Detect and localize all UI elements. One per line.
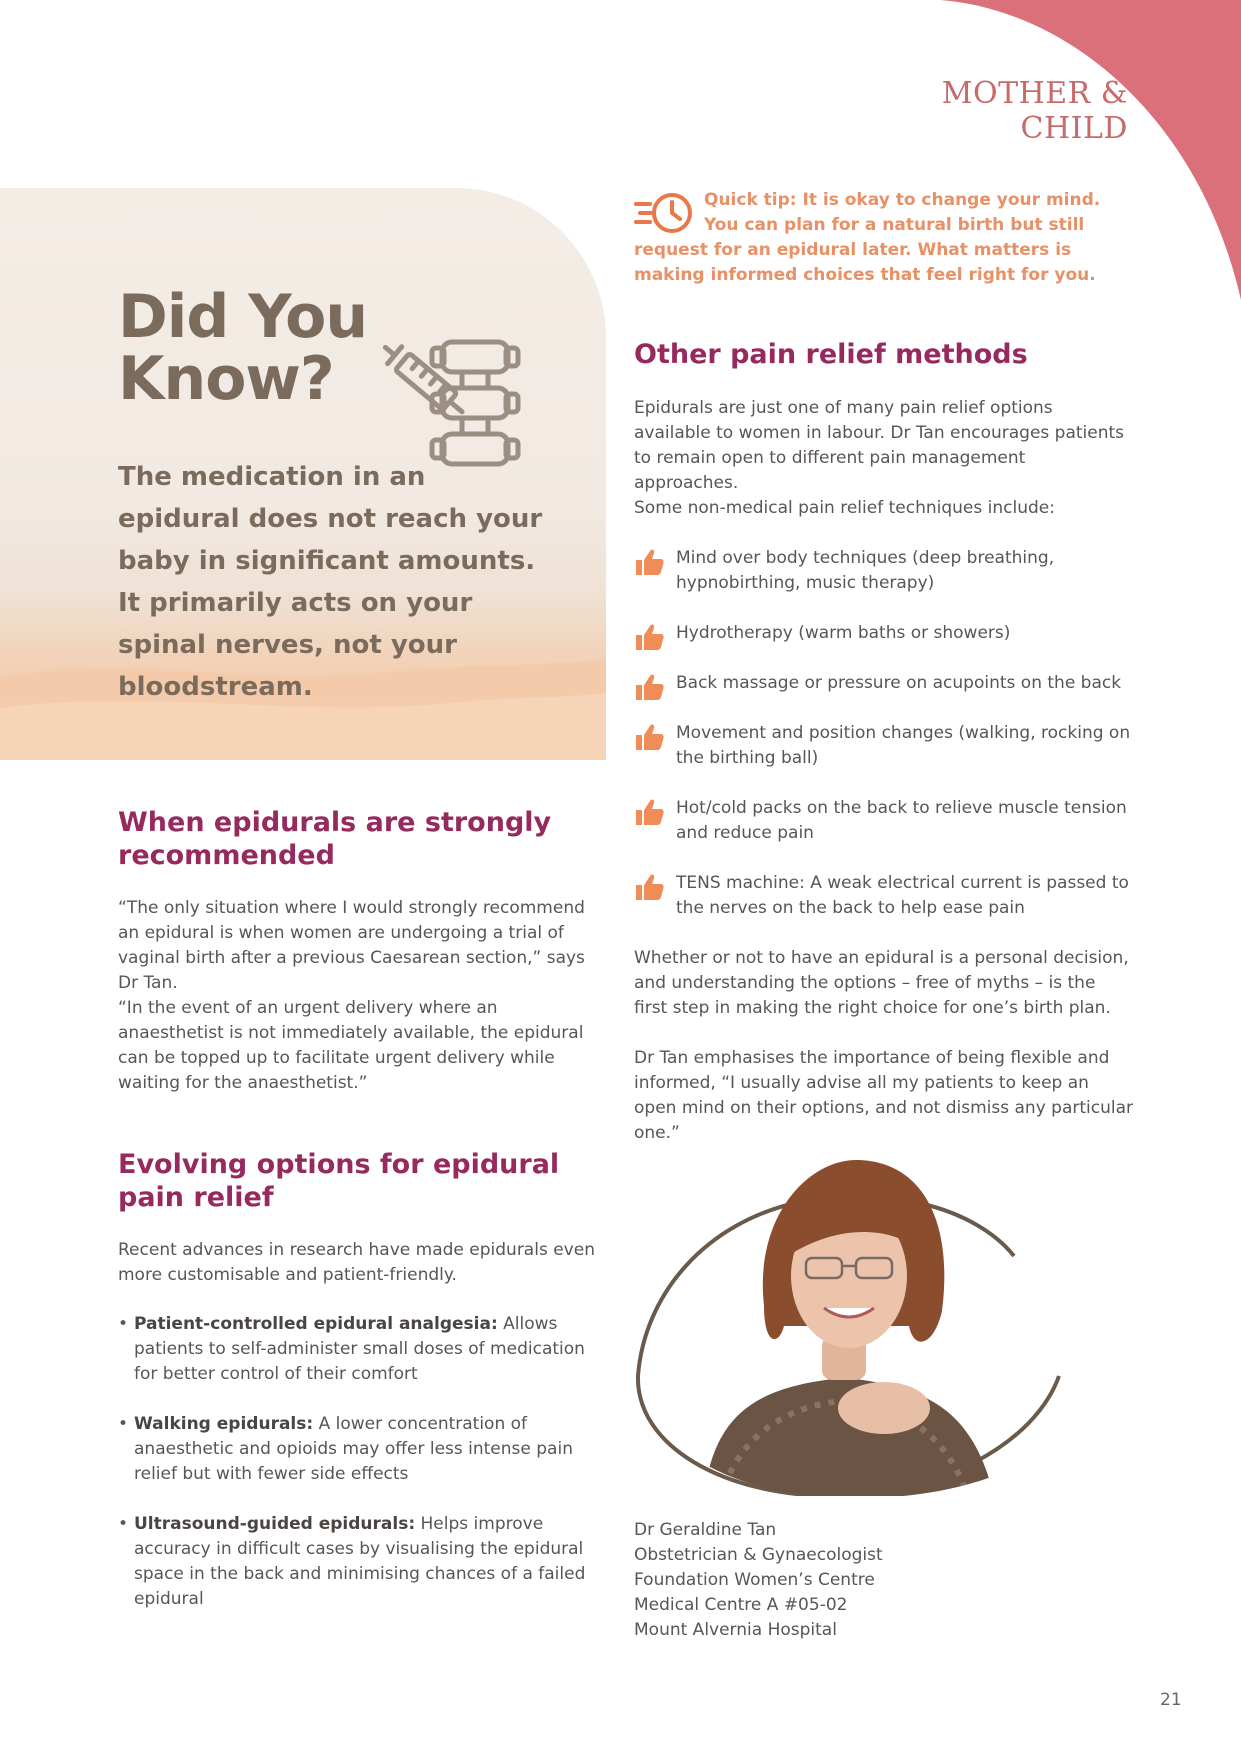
bullet-term: Patient-controlled epidural analgesia: [134, 1314, 498, 1334]
list-item [118, 1312, 608, 1387]
technique-label: Hydrotherapy (warm baths or showers) [676, 623, 1011, 643]
technique-label: Movement and position changes (walking, rocking on the birthing ball) [676, 723, 1131, 768]
did-you-know-title: Did You Know? [118, 282, 368, 414]
other-methods-lead: Some non-medical pain relief techniques include: [634, 498, 1055, 518]
evolving-options-intro: Recent advances in research have made epidurals even more customisable and patient-friendly. [118, 1240, 595, 1285]
doctor-title: Obstetrician & Gynaecologist [634, 1545, 883, 1565]
doctor-name: Dr Geraldine Tan [634, 1520, 777, 1540]
bullet-term: Walking epidurals: [134, 1414, 314, 1434]
technique-label: TENS machine: A weak electrical current is passed to the nerves on the back to help ease pain [676, 873, 1129, 918]
bullet-term: Ultrasound-guided epidurals: [134, 1514, 416, 1534]
quick-tip-text: Quick tip: It is okay to change your mind. You can plan for a natural birth but still request for an epidural later. What matters is making informed choices that feel right for you. [634, 190, 1101, 285]
bullet-dot: • [118, 1514, 129, 1534]
list-item [118, 1412, 608, 1487]
section-heading-other-methods: Other pain relief methods [634, 339, 1028, 370]
technique-label: Back massage or pressure on acupoints on the back [676, 673, 1122, 693]
thumbs-up-icon [634, 623, 666, 651]
doctor-practice: Foundation Women’s Centre [634, 1570, 875, 1590]
did-you-know-body: The medication in an epidural does not reach your baby in significant amounts. It primarily acts on your spinal nerves, not your bloodstream. [118, 462, 543, 702]
other-methods-intro: Epidurals are just one of many pain relief options available to women in labour. Dr Tan encourages patients to remain open to different pain management approaches. [634, 398, 1125, 493]
section-heading-evolving-options: Evolving options for epidural pain relief [118, 1149, 560, 1213]
bullet-text: Helps improve accuracy in difficult cases by visualising the epidural space in the back and minimising chances of a failed epidural [134, 1514, 586, 1609]
doctor-hospital: Mount Alvernia Hospital [634, 1620, 837, 1640]
technique-label: Hot/cold packs on the back to relieve muscle tension and reduce pain [676, 798, 1127, 843]
list-item [634, 871, 1134, 921]
when-recommended-quote-1: “The only situation where I would strongly recommend an epidural is when women are undergoing a trial of vaginal birth after a previous Caesarean section,” says Dr Tan. [118, 898, 585, 993]
technique-label: Mind over body techniques (deep breathing, hypnobirthing, music therapy) [676, 548, 1055, 593]
section-heading-when-recommended: When epidurals are strongly recommended [118, 807, 552, 871]
bullet-dot: • [118, 1414, 129, 1434]
doctor-unit: Medical Centre A #05-02 [634, 1595, 848, 1615]
when-recommended-quote-2: “In the event of an urgent delivery where an anaesthetist is not immediately available, the epidural can be topped up to facilitate urgent delivery while waiting for the anaesthetist.” [118, 998, 584, 1093]
list-item [634, 671, 1134, 696]
list-item [634, 796, 1134, 846]
evolving-options-list [118, 1312, 608, 1637]
thumbs-up-icon [634, 723, 666, 751]
thumbs-up-icon [634, 798, 666, 826]
doctor-portrait [634, 1146, 1064, 1496]
thumbs-up-icon [634, 873, 666, 901]
list-item [634, 621, 1134, 646]
list-item [634, 546, 1134, 596]
bullet-text: A lower concentration of anaesthetic and opioids may offer less intense pain relief but with fewer side effects [134, 1414, 573, 1484]
syringe-spine-icon [378, 334, 538, 474]
bullet-text: Allows patients to self-administer small doses of medication for better control of their comfort [134, 1314, 585, 1384]
brand-logo: MOTHER & CHILD [941, 76, 1128, 146]
list-item [634, 721, 1134, 771]
page-number: 21 [1160, 1690, 1182, 1710]
doctor-credits [634, 1518, 1034, 1643]
pain-relief-techniques-list [634, 546, 1134, 921]
other-methods-closing-1: Whether or not to have an epidural is a personal decision, and understanding the options – free of myths – is the first step in making the right choice for one’s birth plan. [634, 948, 1129, 1018]
bullet-dot: • [118, 1314, 129, 1334]
thumbs-up-icon [634, 548, 666, 576]
list-item [118, 1512, 608, 1612]
thumbs-up-icon [634, 673, 666, 701]
other-methods-closing-2: Dr Tan emphasises the importance of being flexible and informed, “I usually advise all my patients to keep an open mind on their options, and not dismiss any particular one.” [634, 1048, 1133, 1143]
